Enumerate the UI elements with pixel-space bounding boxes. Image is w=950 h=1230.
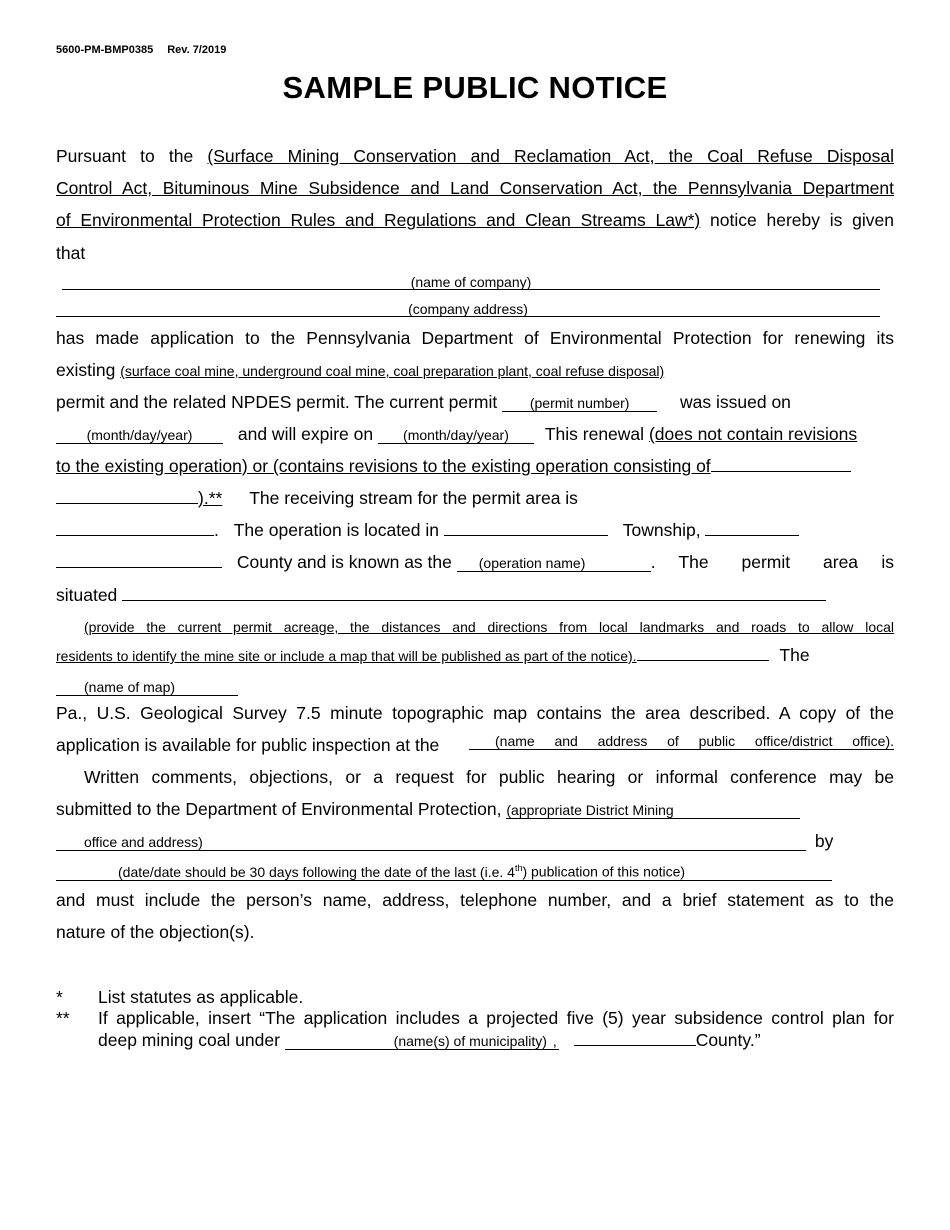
revision-date: Rev. 7/2019 <box>167 44 227 56</box>
permit-number-field[interactable]: (permit number) <box>502 396 657 412</box>
p3-line-1: Pa., U.S. Geological Survey 7.5 minute topographic map contains the area described. A copy of the <box>56 703 894 723</box>
location-field[interactable] <box>637 644 769 661</box>
expire-date-field[interactable]: (month/day/year) <box>378 428 534 444</box>
p5-line-2: nature of the objection(s). <box>56 922 255 942</box>
location-description-1: (provide the current permit acreage, the distances and directions from local landmarks and roads to allow local <box>84 619 894 635</box>
p4-line-2: submitted to the Department of Environmental Protection, (appropriate District Mining <box>56 798 800 820</box>
issue-date-field[interactable]: (month/day/year) <box>56 428 223 444</box>
p1-line-3: of Environmental Protection Rules and Regulations and Clean Streams Law*) notice hereby is given <box>56 210 894 230</box>
p5-line-1: and must include the person’s name, address, telephone number, and a brief statement as to the <box>56 890 894 910</box>
comment-deadline-field[interactable]: (date/date should be 30 days following the date of the last (i.e. 4th) publication of this notice) <box>56 861 832 881</box>
revisions-field[interactable] <box>711 455 851 472</box>
public-office-field[interactable]: (name and address of public office/district office). <box>469 734 894 750</box>
p1-line-2: Control Act, Bituminous Mine Subsidence and Land Conservation Act, the Pennsylvania Department <box>56 178 894 198</box>
footnote-1-text: List statutes as applicable. <box>98 987 304 1007</box>
township-field[interactable] <box>444 519 608 536</box>
p2-line-11: residents to identify the mine site or include a map that will be published as part of the notice). The <box>56 645 810 665</box>
p2-line-6: ).** The receiving stream for the permit area is <box>56 487 578 509</box>
township-field-extra[interactable] <box>705 519 799 536</box>
form-identifier <box>56 44 226 56</box>
company-name-label: (name of company) <box>410 274 532 290</box>
p2-line-3: permit and the related NPDES permit. The current permit (permit number) was issued on <box>56 392 791 412</box>
p2-line-9: situated <box>56 584 826 606</box>
footnote-2-line-2: deep mining coal under (name(s) of municipality) , County.” <box>98 1030 761 1050</box>
operation-name-field[interactable]: (operation name) <box>457 556 651 572</box>
footnote-2-marker: ** <box>56 1008 70 1028</box>
district-office-field[interactable]: (appropriate District Mining <box>506 803 800 819</box>
county-name-field[interactable] <box>574 1029 696 1046</box>
p4-line-1: Written comments, objections, or a request for public hearing or informal conference may be <box>84 767 894 787</box>
p2-line-2: existing (surface coal mine, underground coal mine, coal preparation plant, coal refuse disposal) <box>56 360 665 380</box>
page-title: SAMPLE PUBLIC NOTICE <box>282 70 668 105</box>
p4-line-3: office and address) by <box>56 830 833 852</box>
map-name-field[interactable]: (name of map) <box>56 680 238 696</box>
district-office-field-cont[interactable]: office and address) <box>56 835 806 851</box>
p2-line-7: . The operation is located in Township, <box>56 519 799 541</box>
p2-line-8: County and is known as the (operation name) . The permit area is <box>56 551 894 573</box>
p2-line-1: has made application to the Pennsylvania Department of Environmental Protection for renewing its <box>56 328 894 348</box>
company-address-label: (company address) <box>408 301 528 317</box>
p2-line-5: to the existing operation) or (contains revisions to the existing operation consisting of <box>56 455 894 477</box>
county-field[interactable] <box>56 551 222 568</box>
municipality-field[interactable]: (name(s) of municipality) , <box>285 1034 559 1050</box>
p1-line-1: Pursuant to the (Surface Mining Conservation and Reclamation Act, the Coal Refuse Disposal <box>56 146 894 166</box>
p1-line-4: that <box>56 243 86 263</box>
footnote-2-text: If applicable, insert “The application includes a projected five (5) year subsidence control plan for <box>98 1008 894 1028</box>
p2-line-12 <box>56 675 238 697</box>
form-number: 5600-PM-BMP0385 <box>56 44 154 56</box>
receiving-stream-field[interactable] <box>56 519 214 536</box>
operation-types: (surface coal mine, underground coal mine, coal preparation plant, coal refuse disposal) <box>120 363 665 379</box>
p3-line-2: application is available for public inspection at the (name and address of public office/district office). <box>56 733 894 755</box>
p4-line-4 <box>56 860 832 882</box>
situated-field[interactable] <box>122 584 826 601</box>
footnote-1-marker: * <box>56 987 63 1007</box>
revisions-field-cont[interactable] <box>56 487 198 504</box>
p2-line-4: (month/day/year) and will expire on (month/day/year) This renewal (does not contain revisions <box>56 423 857 445</box>
